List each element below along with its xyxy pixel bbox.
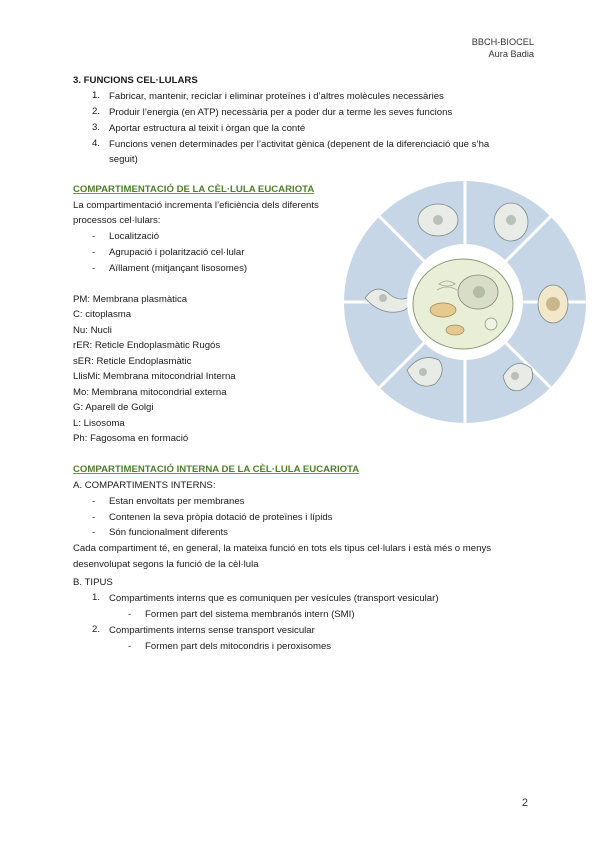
bullet-item: Agrupació i polarització cel·lular — [109, 247, 245, 258]
abbrev-item: sER: Reticle Endoplasmàtic — [73, 356, 192, 367]
bullet-dash: - — [92, 247, 96, 258]
list-item: Funcions venen determinades per l’activitat gènica (depenent de la diferenciació que s’ha — [109, 139, 490, 150]
bullet-dash: - — [128, 609, 132, 620]
sub-bullet-item: Formen part dels mitocondris i peroxisomes — [145, 641, 332, 652]
list-item: Compartiments interns sense transport vesicular — [109, 625, 315, 636]
subheading-a: A. COMPARTIMENTS INTERNS: — [73, 480, 216, 491]
list-number: 4. — [91, 138, 100, 149]
paragraph-text: desenvolupat segons la funció de la cèl·lula — [73, 559, 259, 570]
list-item: Produir l’energia (en ATP) necessària per a poder dur a terme les seves funcions — [109, 107, 453, 118]
subheading-b: B. TIPUS — [73, 577, 113, 588]
author-name: Aura Badia — [488, 49, 534, 59]
list-item: Compartiments interns que es comuniquen per vesícules (transport vesicular) — [109, 593, 439, 604]
list-number: 2. — [91, 106, 100, 117]
abbrev-item: Mo: Membrana mitocondrial externa — [73, 387, 227, 398]
abbrev-item: Nu: Nucli — [73, 325, 112, 336]
bullet-dash: - — [92, 512, 96, 523]
bullet-dash: - — [92, 231, 96, 242]
list-number: 1. — [91, 90, 100, 101]
abbrev-item: G: Aparell de Golgi — [73, 402, 154, 413]
abbrev-item: C: citoplasma — [73, 309, 132, 320]
list-number: 2. — [91, 624, 100, 635]
abbrev-item: Ph: Fagosoma en formació — [73, 433, 189, 444]
list-item: Fabricar, mantenir, reciclar i eliminar proteïnes i d’altres molècules necessàries — [109, 91, 444, 102]
list-item-continuation: seguit) — [109, 154, 138, 165]
bullet-item: Són funcionalment diferents — [109, 527, 228, 538]
page-number: 2 — [521, 797, 528, 809]
abbrev-item: rER: Reticle Endoplasmàtic Rugós — [73, 340, 221, 351]
page-header — [472, 36, 534, 60]
list-item: Aportar estructura al teixit i òrgan que la conté — [109, 123, 306, 134]
bullet-dash: - — [128, 641, 132, 652]
bullet-item: Estan envoltats per membranes — [109, 496, 245, 507]
section-title-funcions: 3. FUNCIONS CEL·LULARS — [73, 75, 198, 86]
sub-bullet-item: Formen part del sistema membranós intern (SMI) — [145, 609, 355, 620]
bullet-dash: - — [92, 496, 96, 507]
intro-text: processos cel·lulars: — [73, 215, 161, 226]
bullet-item: Localització — [109, 231, 160, 242]
paragraph-text: Cada compartiment té, en general, la mateixa funció en tots els tipus cel·lulars i està més o menys — [73, 543, 492, 554]
abbrev-item: PM: Membrana plasmàtica — [73, 294, 188, 305]
intro-text: La compartimentació incrementa l’eficiència dels diferents — [73, 200, 319, 211]
section-title-compartimentacio: COMPARTIMENTACIÓ DE LA CÈL·LULA EUCARIOTA — [73, 184, 315, 195]
bullet-item: Contenen la seva pròpia dotació de proteïnes i lípids — [109, 512, 333, 523]
abbrev-item: LlisMi: Membrana mitocondrial Interna — [73, 371, 236, 382]
section-title-interna: COMPARTIMENTACIÓ INTERNA DE LA CÈL·LULA EUCARIOTA — [73, 464, 360, 475]
course-code: BBCH-BIOCEL — [471, 37, 534, 47]
bullet-item: Aïllament (mitjançant lisosomes) — [109, 263, 248, 274]
bullet-dash: - — [92, 263, 96, 274]
list-number: 1. — [91, 592, 100, 603]
abbrev-item: L: Lisosoma — [73, 418, 125, 429]
eukaryotic-cell-diagram-icon — [343, 180, 587, 424]
bullet-dash: - — [92, 527, 96, 538]
list-number: 3. — [91, 122, 100, 133]
